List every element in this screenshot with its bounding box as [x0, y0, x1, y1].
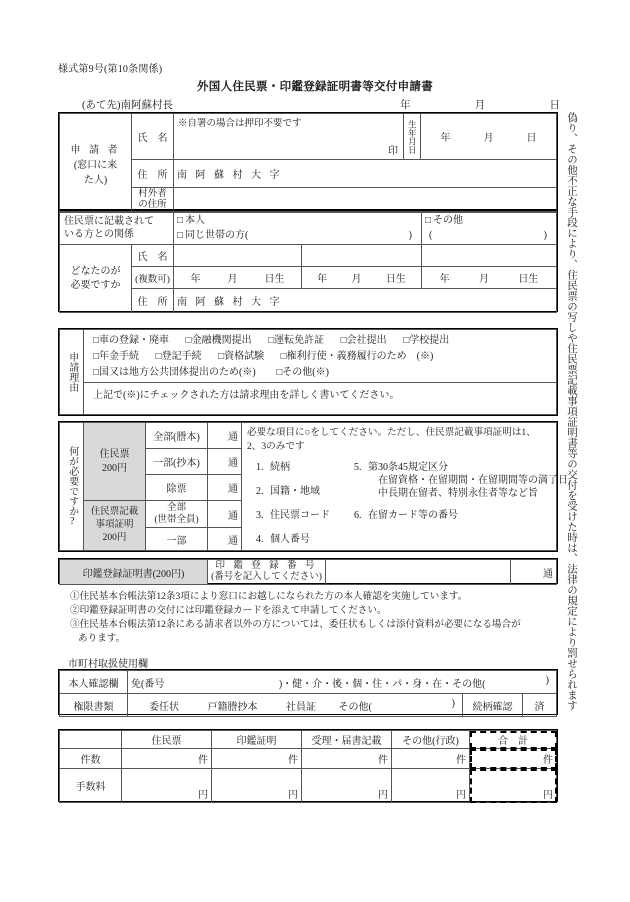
vertical-warning-text: 偽り、その他不正な手段により、住民票の写しや住民票記載事項証明書等の交付を受けた時は、法律の規定により罰せられます	[566, 112, 577, 711]
totals-row-fee-label: 手数料	[60, 769, 122, 803]
totals-row-count-label: 件数	[60, 749, 122, 769]
relation-confirm-value[interactable]: 済	[523, 694, 557, 717]
form-notes	[70, 590, 560, 646]
need-count-3[interactable]: 通	[208, 475, 242, 501]
need-type-partial[interactable]: 一部	[146, 528, 208, 551]
relation-option-other-label: その他	[433, 215, 464, 226]
relation-option-other[interactable]	[425, 213, 553, 228]
reason-opt-school[interactable]: □学校提出	[403, 335, 450, 346]
need-type-full-copy[interactable]: 全部(謄本)	[146, 423, 208, 449]
seal-cert-label: 印鑑登録証明書(200円)	[60, 560, 208, 585]
seal-number-label-main: 印 鑑 登 録 番 号	[215, 561, 318, 571]
need-count-5[interactable]: 通	[208, 528, 242, 551]
applicant-name-label: 氏 名	[132, 114, 174, 160]
dob1-day: 日生	[264, 274, 285, 285]
need-item-2[interactable]	[256, 482, 320, 497]
need-item-1[interactable]	[256, 458, 290, 473]
reason-free-text-prompt: 上記で(※)にチェックされた方は請求理由を詳しく書いてください。	[93, 390, 400, 401]
need-item-4[interactable]	[256, 530, 310, 545]
who-dob-field-1[interactable]	[174, 267, 302, 289]
note-2: ②印鑑登録証明書の交付には印鑑登録カードを添えて申請してください。	[70, 605, 387, 616]
who-name-field-1[interactable]	[174, 245, 302, 267]
need-item-2-no: 2.	[256, 486, 264, 497]
dob2-month: 月	[351, 274, 362, 285]
fee-receipt[interactable]: 円	[302, 769, 392, 803]
need-category-item-cert	[84, 501, 146, 551]
seal-number-label-sub: (番号を記入してください)	[211, 572, 322, 582]
identity-check-options: )・健・介・後・個・住・パ・身・在・その他(	[278, 678, 486, 690]
need-item-5-sub1: 在留資格・在留期間・在留期間等の満了日	[378, 475, 568, 486]
need-vertical-label: 何が必要ですか?	[60, 423, 84, 551]
applicant-label-line3: た人)	[83, 174, 108, 186]
count-other[interactable]: 件	[392, 749, 470, 769]
need-note-line1: 必要な項目に○をしてください。ただし、住民票記載事項証明は1、	[247, 427, 536, 438]
applicant-address-field[interactable]	[174, 160, 557, 188]
birthdate-label: 生年月日	[404, 114, 421, 160]
reason-opt-car[interactable]: □車の登録・廃車	[93, 335, 170, 346]
authority-docs-field[interactable]	[128, 694, 463, 717]
relation-other-input[interactable]	[425, 228, 553, 243]
reason-checkbox-group[interactable]	[84, 330, 557, 383]
need-item-5-sub2: 中長期在留者、特別永住者等など旨	[378, 488, 538, 499]
dob3-month: 月	[478, 274, 489, 285]
need-item-6-label: 在留カード等の番号	[368, 510, 458, 521]
authority-docs-label: 権限書類	[60, 694, 128, 717]
need-instructions	[242, 423, 568, 551]
need-item-3-label: 住民票コード	[270, 510, 330, 521]
birth-year: 年	[440, 133, 451, 144]
fee-seal[interactable]: 円	[212, 769, 302, 803]
need-item-6-no: 6.	[354, 510, 362, 521]
who-name-sub-label: (複数可)	[132, 267, 174, 289]
header-date-day: 日	[549, 100, 560, 111]
seal-count[interactable]: 通	[511, 560, 557, 585]
who-name-label: 氏 名	[132, 245, 174, 267]
need-type4-line2: (世帯全員)	[154, 515, 199, 525]
need-cat2-line3: 200円	[102, 533, 127, 543]
need-item-2-label: 国籍・地域	[270, 486, 320, 497]
dob1-month: 月	[227, 274, 238, 285]
who-needs-label	[60, 245, 132, 313]
outside-address-label	[132, 188, 174, 213]
need-item-4-no: 4.	[256, 534, 264, 545]
reason-opt-government[interactable]: □国又は地方公共団体提出のため(※)	[93, 367, 256, 378]
relation-household-paren-close: )	[408, 230, 412, 241]
reason-opt-license[interactable]: □運転免許証	[268, 335, 325, 346]
who-label-line1: どなたのが	[70, 265, 121, 277]
applicant-section-label	[60, 114, 132, 213]
office-use-section	[58, 669, 558, 715]
totals-col-residence: 住民票	[122, 731, 212, 749]
need-category-residence	[84, 423, 146, 501]
seal-number-input[interactable]	[326, 560, 511, 585]
name-signature-note: ※自署の場合は押印不要です	[178, 119, 302, 129]
dob3-year: 年	[439, 274, 450, 285]
need-item-6[interactable]	[354, 506, 458, 521]
need-item-3-no: 3.	[256, 510, 264, 521]
need-count-2[interactable]: 通	[208, 449, 242, 475]
authority-paren-close: )	[451, 697, 455, 709]
office-use-label: 市町村取扱使用欄	[68, 659, 148, 670]
need-cat1-line1: 住民票	[99, 448, 130, 460]
need-item-5-no: 5.	[354, 462, 362, 473]
authority-opt-koseki[interactable]: 戸籍謄抄本	[207, 701, 258, 713]
relation-option-self[interactable]	[177, 213, 418, 228]
relation-other-paren-close: )	[543, 230, 547, 241]
totals-corner	[60, 731, 122, 749]
relation-label-line1: 住民票に記載されて	[64, 216, 154, 227]
identity-check-field[interactable]	[128, 671, 557, 694]
reason-free-text-cell[interactable]	[84, 383, 557, 415]
birth-day: 日	[526, 133, 537, 144]
fee-sum[interactable]: 円	[470, 769, 557, 803]
header-date-month: 月	[474, 100, 486, 111]
need-cat1-line2: 200円	[102, 462, 127, 474]
count-seal[interactable]: 件	[212, 749, 302, 769]
who-address-field[interactable]	[174, 289, 557, 313]
dob3-day: 日生	[518, 274, 539, 285]
checkbox-other[interactable]: □	[425, 215, 432, 226]
fee-other[interactable]: 円	[392, 769, 470, 803]
need-item-4-label: 個人番号	[270, 534, 310, 545]
need-cat2-line1: 住民票記載	[90, 507, 139, 517]
relation-option-self-label: 本人	[185, 215, 206, 226]
outside-address-field[interactable]	[174, 188, 557, 213]
applicant-name-field[interactable]	[174, 114, 404, 160]
note-3: ③住民基本台帳法第12条にある請求者以外の方については、委任状もしくは添付資料が必要になる場合が	[70, 619, 521, 630]
relation-option-household-label: 同じ世帯の方(	[185, 230, 249, 241]
need-item-5-label: 第30条45規定区分	[368, 462, 448, 473]
addressee-label: (あて先)南阿蘇村長	[82, 100, 173, 111]
need-type4-line1: 全部	[166, 503, 186, 513]
who-address-value: 南 阿 蘇 村 大 字	[177, 297, 283, 308]
need-type-partial-copy[interactable]: 一部(抄本)	[146, 449, 208, 475]
reason-section	[58, 328, 558, 416]
dob2-year: 年	[317, 274, 328, 285]
count-residence[interactable]: 件	[122, 749, 212, 769]
need-item-list	[242, 456, 568, 545]
note-3-cont: あります。	[78, 633, 126, 644]
applicant-label-line1: 申 請 者	[70, 144, 121, 156]
document-title: 外国人住民票・印鑑登録証明書等交付申請書	[197, 81, 433, 93]
identity-check-value: 免(番号	[131, 678, 165, 690]
who-dob-field-3[interactable]	[422, 267, 557, 289]
who-label-line2: 必要ですか	[70, 279, 121, 291]
relation-options-left[interactable]	[174, 212, 422, 245]
seal-number-label	[208, 560, 326, 585]
who-address-label: 住 所	[132, 289, 174, 313]
totals-col-other: その他(行政)	[392, 731, 470, 749]
applicant-birthdate-field[interactable]	[421, 114, 557, 160]
totals-col-sum: 合 計	[470, 731, 557, 749]
who-name-field-2[interactable]	[302, 245, 422, 267]
relation-confirm-label: 続柄確認	[463, 694, 523, 717]
reason-line-2[interactable]	[93, 349, 553, 365]
relation-label	[60, 212, 174, 245]
identity-check-paren-close: )	[545, 674, 549, 686]
need-item-1-label: 続柄	[270, 462, 290, 473]
relation-option-household[interactable]	[177, 228, 418, 243]
totals-col-receipt: 受理・届書記載	[302, 731, 392, 749]
seal-mark: 印	[388, 146, 398, 157]
seal-certificate-section	[58, 558, 558, 584]
header-date-row	[400, 97, 560, 112]
need-note-line2: 2、3のみです	[247, 440, 305, 452]
who-name-field-3[interactable]	[422, 245, 557, 267]
dob1-year: 年	[190, 274, 201, 285]
need-type-removed[interactable]: 除票	[146, 475, 208, 501]
relation-label-line2: いる方との関係	[64, 229, 134, 240]
need-section	[58, 421, 568, 552]
applicant-label-line2: (窓口に来	[73, 159, 118, 171]
relation-section	[58, 210, 558, 312]
need-count-4[interactable]: 通	[208, 501, 242, 528]
reason-line-3[interactable]	[93, 365, 553, 381]
dob2-day: 日生	[385, 274, 406, 285]
reason-opt-bank[interactable]: □金融機関提出	[185, 335, 252, 346]
need-cat2-line2: 事項証明	[95, 520, 134, 530]
reason-opt-other[interactable]: □その他(※)	[276, 367, 329, 378]
applicant-address-label: 住 所	[132, 160, 174, 188]
reason-vertical-label: 申請理由	[60, 330, 84, 415]
authority-opt-employee-id[interactable]: 社員証	[286, 701, 316, 713]
applicant-address-value: 南 阿 蘇 村 大 字	[177, 170, 283, 181]
identity-check-label: 本人確認欄	[60, 671, 128, 694]
need-item-3[interactable]	[256, 506, 330, 521]
totals-col-seal: 印鑑証明	[212, 731, 302, 749]
reason-line-1[interactable]	[93, 333, 553, 349]
need-note-block	[242, 423, 556, 453]
outside-label-line1: 村外者	[138, 189, 167, 199]
header-date-year: 年	[400, 100, 411, 111]
relation-options-right[interactable]	[422, 212, 557, 245]
reason-opt-company[interactable]: □会社提出	[340, 335, 387, 346]
form-number: 様式第9号(第10条関係)	[58, 64, 163, 75]
need-count-1[interactable]: 通	[208, 423, 242, 449]
checkbox-same-household[interactable]: □	[177, 230, 184, 241]
need-item-1-no: 1.	[256, 462, 264, 473]
reason-opt-rights[interactable]: □権利行使・義務履行のため (※)	[280, 351, 434, 362]
totals-section	[58, 729, 558, 802]
fee-residence[interactable]: 円	[122, 769, 212, 803]
checkbox-self[interactable]: □	[177, 215, 184, 226]
reason-opt-registration[interactable]: □登記手続	[155, 351, 202, 362]
authority-opt-other[interactable]: その他(	[338, 701, 372, 713]
authority-opt-proxy[interactable]: 委任状	[149, 701, 179, 713]
outside-label-line2: の住所	[138, 200, 167, 210]
reason-opt-pension[interactable]: □年金手続	[93, 351, 140, 362]
applicant-section	[58, 112, 558, 210]
reason-opt-exam[interactable]: □資格試験	[218, 351, 265, 362]
note-1: ①住民基本台帳法第12条3項により窓口にお越しになられた方の本人確認を実施しています。	[70, 591, 468, 602]
count-receipt[interactable]: 件	[302, 749, 392, 769]
relation-other-paren-open: (	[429, 230, 433, 241]
need-type-full-household[interactable]	[146, 501, 208, 528]
birth-month: 月	[483, 133, 494, 144]
count-sum[interactable]: 件	[470, 749, 557, 769]
who-dob-field-2[interactable]	[302, 267, 422, 289]
